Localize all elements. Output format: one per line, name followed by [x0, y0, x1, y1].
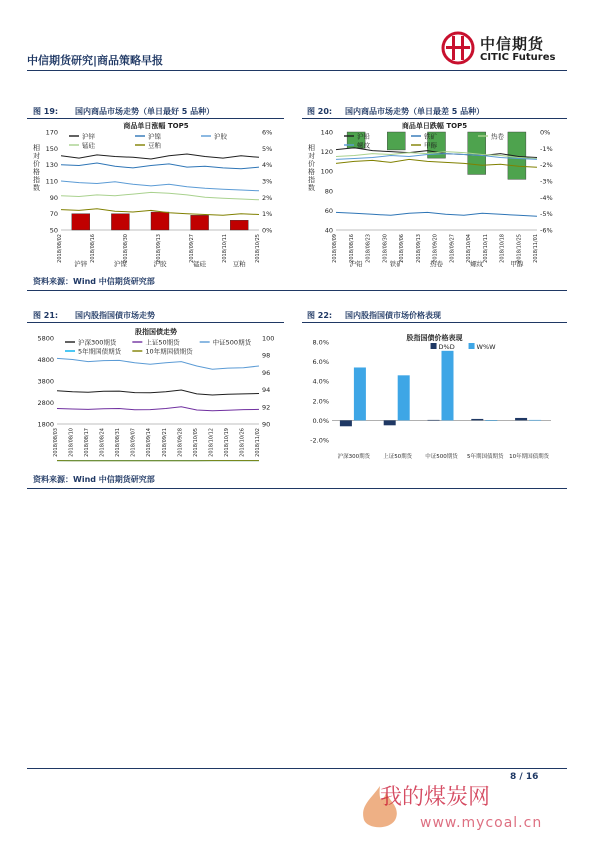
y-tick-label: 40	[324, 226, 333, 235]
section-rule-1	[27, 290, 567, 291]
y-tick-label: 1800	[37, 420, 54, 429]
y-axis-label-char: 价	[308, 160, 315, 168]
source-note-1: 资料来源：Wind 中信期货研究部	[33, 277, 155, 286]
fig19-caption: 国内商品市场走势（单日最好 5 品种）	[75, 107, 215, 116]
x-tick-label: 2018/10/04	[466, 234, 472, 263]
y2-tick-label: 94	[262, 386, 271, 395]
y-axis-label-char: 对	[308, 152, 315, 160]
y2-tick-label: -1%	[540, 144, 553, 153]
source-note-2: 资料来源：Wind 中信期货研究部	[33, 475, 155, 484]
category-label: 热卷	[430, 260, 443, 268]
x-tick-label: 2018/11/01	[533, 234, 539, 263]
category-label: 甲醇	[510, 260, 524, 268]
legend-label: 上证50期货	[145, 338, 180, 347]
legend-label: 5年期国债期货	[78, 347, 122, 356]
y-tick-label: 150	[45, 144, 58, 153]
y-tick-label: 2800	[37, 399, 54, 407]
x-tick-label: 2018/10/25	[516, 234, 523, 263]
y-tick-label: 90	[49, 193, 58, 202]
x-tick-label: 2018/11/02	[255, 428, 261, 457]
category-label: 沪铅	[349, 260, 363, 268]
fig21-chart	[27, 324, 285, 464]
y-axis-label-char: 格	[33, 168, 40, 176]
series-line-铁矿	[336, 212, 537, 216]
chart-title: 商品单日跌幅 TOP5	[401, 122, 468, 130]
legend-label: D%D	[438, 343, 455, 351]
y-tick-label: 6.0%	[312, 358, 329, 367]
y-axis-label-char: 数	[308, 184, 315, 192]
y2-tick-label: 5%	[262, 144, 273, 153]
y2-tick-label: -3%	[540, 177, 553, 186]
x-tick-label: 2018/09/07	[130, 428, 137, 457]
y-tick-label: 100	[320, 167, 333, 176]
series-line-沪锌	[61, 154, 259, 159]
y-tick-label: 70	[49, 210, 58, 219]
legend-label: 中证500期货	[212, 338, 252, 347]
y2-tick-label: 92	[262, 403, 271, 412]
bar-沪锌	[72, 214, 90, 230]
x-tick-label: 2018/10/19	[223, 428, 230, 457]
y-tick-label: 8.0%	[312, 338, 329, 347]
chart-title: 股指国债价格表现	[406, 334, 463, 342]
logo-cn-text: 中信期货	[480, 35, 545, 53]
legend-label: 铁矿	[424, 132, 437, 141]
header-rule	[27, 70, 567, 71]
x-tick-label: 2018/08/09	[332, 234, 338, 263]
fig19-number: 图 19:	[33, 107, 59, 116]
category-label: 沪镍	[113, 260, 127, 268]
x-tick-label: 2018/08/16	[90, 234, 96, 263]
x-tick-label: 2018/08/17	[84, 428, 91, 457]
bar-D%D-5年期国债期货	[471, 419, 483, 420]
x-tick-label: 2018/09/13	[156, 234, 162, 263]
y-axis-label-char: 数	[33, 184, 40, 192]
y-tick-label: 130	[45, 161, 58, 170]
x-tick-label: 2018/10/18	[499, 234, 506, 263]
fig22-number: 图 22:	[307, 311, 333, 320]
y2-tick-label: -2%	[540, 161, 553, 170]
chart-title: 商品单日涨幅 TOP5	[123, 122, 189, 130]
bar-D%D-上证50期货	[384, 420, 396, 425]
series-line-沪深300期货	[57, 390, 259, 395]
y-axis-label-char: 指	[308, 176, 315, 184]
y-tick-label: 170	[45, 128, 58, 137]
y-tick-label: 80	[324, 187, 333, 196]
category-label: 5年期国债期货	[467, 454, 504, 460]
y-tick-label: 5800	[37, 334, 54, 343]
x-tick-label: 2018/08/16	[348, 234, 355, 263]
category-label: 铁矿	[389, 260, 403, 268]
x-tick-label: 2018/09/28	[177, 428, 184, 457]
y2-tick-label: 2%	[262, 193, 273, 202]
bar-D%D-沪深300期货	[340, 420, 352, 426]
y-tick-label: 60	[324, 206, 333, 215]
category-label: 锰硅	[193, 260, 207, 268]
bar-W%W-上证50期货	[398, 375, 410, 420]
x-tick-label: 2018/09/27	[449, 234, 456, 263]
fig20-chart	[302, 120, 567, 270]
x-tick-label: 2018/08/31	[115, 428, 122, 457]
x-tick-label: 2018/08/30	[382, 234, 389, 263]
x-tick-label: 2018/09/27	[189, 234, 195, 263]
bar-豆粕	[230, 220, 248, 230]
x-tick-label: 2018/09/13	[415, 234, 422, 263]
y2-tick-label: -4%	[540, 193, 553, 202]
y-axis-label-char: 格	[308, 168, 315, 176]
bar-铁矿	[387, 132, 405, 150]
series-line-上证50期货	[57, 407, 259, 411]
y-tick-label: 0.0%	[312, 416, 329, 425]
watermark-text: 我的煤炭网	[380, 785, 491, 810]
series-line-锰硅	[61, 192, 259, 199]
series-line-沪胶	[61, 181, 259, 191]
page-number: 8 / 16	[510, 772, 539, 782]
y2-tick-label: 96	[262, 368, 271, 377]
report-title: 中信期货研究|商品策略早报	[27, 54, 164, 67]
section-rule-2	[27, 488, 567, 489]
x-tick-label: 2018/09/21	[161, 428, 168, 457]
y-axis-label-char: 指	[33, 176, 40, 184]
x-tick-label: 2018/08/10	[68, 428, 75, 457]
y-tick-label: 140	[320, 128, 333, 137]
y2-tick-label: 0%	[262, 226, 273, 235]
legend-label: 沪镍	[148, 132, 161, 141]
x-tick-label: 2018/10/26	[239, 428, 246, 457]
legend-label: 沪锌	[82, 132, 95, 141]
legend-label: 锰硅	[82, 141, 95, 150]
series-line-沪镍	[61, 163, 259, 169]
fig21-caption: 国内股指国债市场走势	[75, 311, 155, 320]
bar-沪镍	[111, 214, 129, 230]
x-tick-label: 2018/08/23	[365, 234, 372, 263]
legend-label: 螺纹	[357, 141, 370, 150]
y2-tick-label: -6%	[540, 226, 553, 235]
y-axis-label-char: 相	[308, 144, 315, 152]
bar-锰硅	[191, 215, 209, 230]
legend-label: 甲醇	[424, 141, 437, 150]
y2-tick-label: 4%	[262, 161, 273, 170]
legend-label: W%W	[476, 343, 496, 351]
series-line-甲醇	[336, 159, 537, 167]
category-label: 中证500期货	[425, 454, 458, 460]
watermark-url: www.mycoal.cn	[420, 815, 543, 831]
y-tick-label: -2.0%	[310, 436, 329, 445]
x-tick-label: 2018/09/14	[146, 428, 153, 457]
legend-label: 沪深300期货	[78, 338, 117, 347]
y2-tick-label: -5%	[540, 210, 553, 219]
fig22-chart	[302, 324, 567, 464]
legend-swatch	[469, 343, 475, 349]
bar-沪胶	[151, 212, 169, 230]
fig20-top-rule	[302, 118, 567, 119]
legend-swatch	[431, 343, 437, 349]
y-tick-label: 110	[45, 177, 58, 186]
legend-label: 10年期国债期货	[145, 347, 193, 356]
category-label: 螺纹	[470, 260, 484, 268]
legend-label: 沪胶	[214, 132, 227, 141]
y2-tick-label: 100	[262, 334, 275, 343]
category-label: 上证50期货	[383, 454, 413, 460]
y-axis-label-char: 相	[33, 144, 40, 152]
chart-title: 股指国债走势	[135, 328, 177, 336]
y-tick-label: 50	[49, 226, 58, 235]
x-tick-label: 2018/10/11	[482, 234, 489, 263]
category-label: 沪锌	[74, 260, 88, 268]
x-tick-label: 2018/10/12	[208, 428, 215, 457]
legend-label: 沪铅	[357, 132, 370, 141]
bar-W%W-沪深300期货	[354, 367, 366, 420]
y2-tick-label: 1%	[262, 210, 273, 219]
fig19-chart	[27, 120, 285, 270]
category-label: 沪胶	[153, 260, 167, 268]
x-tick-label: 2018/10/25	[255, 234, 261, 263]
bar-D%D-10年期国债期货	[515, 418, 527, 420]
x-tick-label: 2018/10/11	[222, 234, 228, 263]
x-tick-label: 2018/08/24	[99, 428, 106, 457]
x-tick-label: 2018/09/06	[399, 234, 405, 263]
series-line-中证500期货	[57, 358, 259, 369]
footer-rule	[27, 768, 567, 769]
fig20-number: 图 20:	[307, 107, 333, 116]
x-tick-label: 2018/10/05	[192, 428, 199, 457]
bar-D%D-中证500期货	[428, 420, 440, 421]
bar-W%W-中证500期货	[442, 351, 454, 421]
y2-tick-label: 3%	[262, 177, 273, 186]
x-tick-label: 2018/08/03	[53, 428, 59, 457]
y2-tick-label: 90	[262, 420, 271, 429]
legend-label: 豆粕	[148, 141, 161, 150]
citic-logo	[440, 30, 565, 70]
y-tick-label: 2.0%	[312, 397, 329, 406]
y2-tick-label: 0%	[540, 128, 551, 137]
y-axis-label-char: 对	[33, 152, 40, 160]
y-axis-label-char: 价	[33, 160, 40, 168]
y-tick-label: 120	[320, 148, 333, 157]
fig19-top-rule	[27, 118, 284, 119]
x-tick-label: 2018/09/20	[432, 234, 439, 263]
y-tick-label: 4800	[37, 356, 54, 364]
legend-label: 热卷	[491, 132, 504, 141]
fig22-top-rule	[302, 322, 567, 323]
y2-tick-label: 6%	[262, 128, 273, 137]
category-label: 沪深300期货	[337, 454, 371, 460]
x-tick-label: 2018/08/30	[123, 234, 129, 263]
y-tick-label: 4.0%	[312, 377, 329, 386]
bar-W%W-10年期国债期货	[529, 420, 541, 421]
y-tick-label: 3800	[37, 377, 54, 386]
fig21-number: 图 21:	[33, 311, 59, 320]
fig22-caption: 国内股指国债市场价格表现	[345, 311, 441, 320]
x-tick-label: 2018/08/02	[57, 234, 63, 263]
fig20-caption: 国内商品市场走势（单日最差 5 品种）	[345, 107, 485, 116]
fig21-top-rule	[27, 322, 284, 323]
logo-en-text: CITIC Futures	[480, 52, 556, 63]
y2-tick-label: 98	[262, 351, 271, 360]
category-label: 10年期国债期货	[509, 454, 550, 460]
category-label: 豆粕	[232, 260, 246, 268]
bar-W%W-5年期国债期货	[485, 420, 497, 421]
